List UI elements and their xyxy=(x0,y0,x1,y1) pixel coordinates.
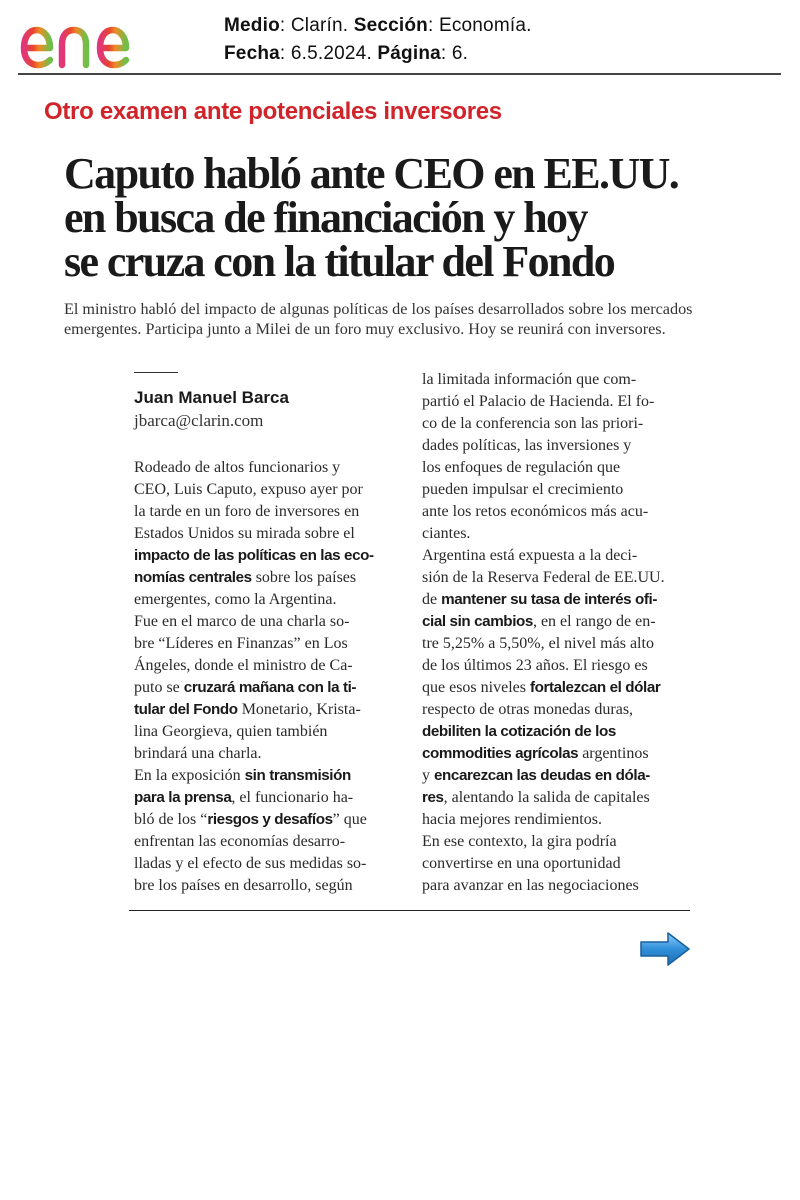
body-line xyxy=(134,479,400,501)
body-line xyxy=(422,369,688,391)
headline-line: en busca de financiación y hoy xyxy=(64,193,587,242)
body-text: sión de la Reserva Federal de EE.UU. xyxy=(422,569,665,586)
medio-label: Medio xyxy=(224,15,280,36)
body-line xyxy=(134,853,400,875)
enel-logo xyxy=(16,4,191,74)
body-text: la tarde en un foro de inversores en xyxy=(134,503,360,520)
body-text: Estados Unidos su mirada sobre el xyxy=(134,525,355,542)
body-text-bold: para la prensa xyxy=(134,789,232,806)
body-text: de los últimos 23 años. El riesgo es xyxy=(422,657,648,674)
body-text-bold: commodities agrícolas xyxy=(422,745,579,762)
body-text-bold: tular del Fondo xyxy=(134,701,238,718)
body-text: ante los retos económicos más acu- xyxy=(422,503,649,520)
body-text: , el funcionario ha- xyxy=(231,789,354,806)
body-line xyxy=(422,875,688,897)
body-line xyxy=(422,809,688,831)
body-text: , alentando la salida de capitales xyxy=(443,789,650,806)
body-text: los enfoques de regulación que xyxy=(422,459,621,476)
header-metadata xyxy=(224,12,532,68)
body-line xyxy=(422,413,688,435)
author-email: jbarca@clarin.com xyxy=(134,411,264,430)
pagina-value: 6. xyxy=(451,43,469,64)
body-text: hacia mejores rendimientos. xyxy=(422,811,602,828)
body-line xyxy=(422,765,688,787)
body-line xyxy=(134,721,400,743)
body-line xyxy=(134,699,400,721)
body-text: , en el rango de en- xyxy=(532,613,656,630)
meta-line-1: Medio: Clarín. Sección: Economía. xyxy=(224,15,532,36)
body-text: pueden impulsar el crecimiento xyxy=(422,481,624,498)
headline xyxy=(64,149,679,286)
body-line xyxy=(422,391,688,413)
body-text: co de la conferencia son las priori- xyxy=(422,415,644,432)
body-text: Fue en el marco de una charla so- xyxy=(134,613,350,630)
header-divider xyxy=(18,73,781,75)
body-text: Monetario, Krista- xyxy=(237,701,361,718)
body-line xyxy=(134,523,400,545)
body-text: Argentina está expuesta a la deci- xyxy=(422,547,638,564)
body-text: emergentes, como la Argentina. xyxy=(134,591,337,608)
body-line xyxy=(134,611,400,633)
body-text-bold: encarezcan las deudas en dóla- xyxy=(434,767,650,784)
body-line xyxy=(422,567,688,589)
body-text-bold: cruzará mañana con la ti- xyxy=(183,679,357,696)
body-text: sobre los países xyxy=(251,569,357,586)
body-text: Rodeado de altos funcionarios y xyxy=(134,459,341,476)
body-line xyxy=(422,721,688,743)
body-line xyxy=(422,435,688,457)
fecha-value: 6.5.2024. xyxy=(290,43,372,64)
body-line xyxy=(134,457,400,479)
body-line xyxy=(134,589,400,611)
body-text: En ese contexto, la gira podría xyxy=(422,833,617,850)
medio-value: Clarín. xyxy=(290,15,349,36)
body-line xyxy=(134,875,400,897)
body-line xyxy=(134,743,400,765)
body-text: puto se xyxy=(134,679,184,696)
body-text-bold: fortalezcan el dólar xyxy=(529,679,661,696)
body-line xyxy=(422,589,688,611)
article-bottom-rule xyxy=(129,910,690,911)
body-text: la limitada información que com- xyxy=(422,371,637,388)
body-line xyxy=(134,633,400,655)
body-text: CEO, Luis Caputo, expuso ayer por xyxy=(134,481,363,498)
body-line xyxy=(134,655,400,677)
body-line xyxy=(134,765,400,787)
deck xyxy=(64,299,754,339)
body-line xyxy=(134,501,400,523)
body-text-bold: mantener su tasa de interés ofi- xyxy=(441,591,658,608)
body-text: bre los países en desarrollo, según xyxy=(134,877,353,894)
body-line xyxy=(134,787,400,809)
body-text: En la exposición xyxy=(134,767,245,784)
arrow-right-icon[interactable] xyxy=(638,930,692,968)
body-line xyxy=(422,677,688,699)
body-line xyxy=(134,567,400,589)
seccion-value: Economía. xyxy=(438,15,532,36)
body-text-bold: debiliten la cotización de los xyxy=(422,723,616,740)
body-line xyxy=(422,523,688,545)
body-text: Ángeles, donde el ministro de Ca- xyxy=(134,657,353,674)
body-text: bre “Líderes en Finanzas” en Los xyxy=(134,635,348,652)
byline-rule xyxy=(134,372,178,373)
headline-line: Caputo habló ante CEO en EE.UU. xyxy=(64,149,679,198)
body-line xyxy=(422,633,688,655)
deck-line: emergentes. Participa junto a Milei de un foro muy exclusivo. Hoy se reunirá con inversores. xyxy=(64,320,666,338)
body-text-bold: cial sin cambios xyxy=(422,613,533,630)
body-text: que esos niveles xyxy=(422,679,530,696)
body-line xyxy=(422,699,688,721)
body-line xyxy=(422,831,688,853)
body-text: lina Georgieva, quien también xyxy=(134,723,328,740)
body-line xyxy=(134,545,400,567)
body-text: bló de los “ xyxy=(134,811,208,828)
pagina-label: Página xyxy=(377,43,441,64)
author-byline: Juan Manuel Barca xyxy=(134,388,289,407)
body-text-bold: riesgos y desafíos xyxy=(207,811,333,828)
meta-line-2: Fecha: 6.5.2024. Página: 6. xyxy=(224,43,469,64)
body-line xyxy=(422,743,688,765)
body-line xyxy=(422,545,688,567)
body-text: argentinos xyxy=(578,745,649,762)
body-text: convertirse en una oportunidad xyxy=(422,855,621,872)
article-column-right xyxy=(422,369,688,897)
body-text-bold: sin transmisión xyxy=(244,767,351,784)
body-text: enfrentan las economías desarro- xyxy=(134,833,346,850)
body-text: ciantes. xyxy=(422,525,471,542)
fecha-label: Fecha xyxy=(224,43,280,64)
body-line xyxy=(422,655,688,677)
headline-line: se cruza con la titular del Fondo xyxy=(64,237,615,286)
body-text: lladas y el efecto de sus medidas so- xyxy=(134,855,367,872)
body-text: para avanzar en las negociaciones xyxy=(422,877,639,894)
body-line xyxy=(422,501,688,523)
body-text-bold: impacto de las políticas en las eco- xyxy=(134,547,374,564)
body-text-bold: res xyxy=(422,789,444,806)
body-text: dades políticas, las inversiones y xyxy=(422,437,632,454)
body-text: y xyxy=(422,767,434,784)
body-line xyxy=(422,479,688,501)
body-text: de xyxy=(422,591,442,608)
body-line xyxy=(422,787,688,809)
body-text: tre 5,25% a 5,50%, el nivel más alto xyxy=(422,635,654,652)
seccion-label: Sección xyxy=(353,15,428,36)
body-text-bold: nomías centrales xyxy=(134,569,252,586)
body-line xyxy=(422,611,688,633)
body-line xyxy=(422,457,688,479)
article-column-left xyxy=(134,457,400,897)
body-text: respecto de otras monedas duras, xyxy=(422,701,634,718)
body-line xyxy=(134,677,400,699)
deck-line: El ministro habló del impacto de algunas políticas de los países desarrollados sobre los mercados xyxy=(64,300,693,318)
body-text: ” que xyxy=(332,811,367,828)
body-text: partió el Palacio de Hacienda. El fo- xyxy=(422,393,655,410)
kicker: Otro examen ante potenciales inversores xyxy=(44,98,502,125)
body-line xyxy=(134,831,400,853)
body-line xyxy=(422,853,688,875)
body-text: brindará una charla. xyxy=(134,745,262,762)
body-line xyxy=(134,809,400,831)
